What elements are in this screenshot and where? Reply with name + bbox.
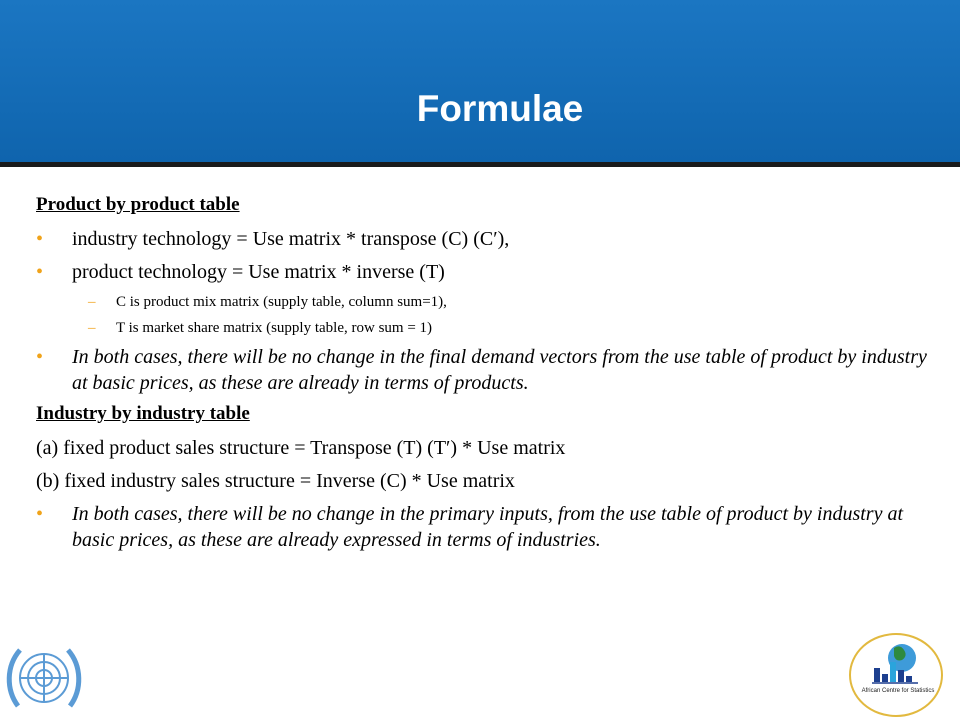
dash-icon: – <box>88 320 96 336</box>
bullet-icon: • <box>36 503 44 525</box>
title-banner <box>0 0 960 162</box>
acs-logo <box>848 632 944 718</box>
bullet-note-products: • In both cases, there will be no change in the final demand vectors from the use table of product by industry at basic prices, as these are already in terms of products. <box>36 346 927 394</box>
bullet-industry-technology: • industry technology = Use matrix * transpose (C) (C′), <box>36 228 510 250</box>
bullet-icon: • <box>36 261 44 283</box>
bullet-product-technology: • product technology = Use matrix * inverse (T) <box>36 261 445 283</box>
acs-logo-text: African Centre for Statistics <box>861 688 935 694</box>
subitem-c-matrix: – C is product mix matrix (supply table, column sum=1), <box>88 294 447 310</box>
un-emblem-logo <box>2 640 86 720</box>
line-fixed-product: (a) fixed product sales structure = Transpose (T) (T′) * Use matrix <box>36 437 566 459</box>
bullet-note-industries: • In both cases, there will be no change in the primary inputs, from the use table of product by industry at basic prices, as these are already expressed in terms of industries. <box>36 503 904 551</box>
banner-divider <box>0 162 960 167</box>
dash-icon: – <box>88 294 96 310</box>
bullet-icon: • <box>36 228 44 250</box>
line-fixed-industry: (b) fixed industry sales structure = Inverse (C) * Use matrix <box>36 470 515 492</box>
bullet-icon: • <box>36 346 44 368</box>
section-heading-product: Product by product table <box>36 194 240 215</box>
slide-title: Formulae <box>416 88 584 129</box>
slide-body <box>36 194 936 560</box>
section-heading-industry: Industry by industry table <box>36 403 250 424</box>
subitem-t-matrix: – T is market share matrix (supply table, row sum = 1) <box>88 320 433 336</box>
